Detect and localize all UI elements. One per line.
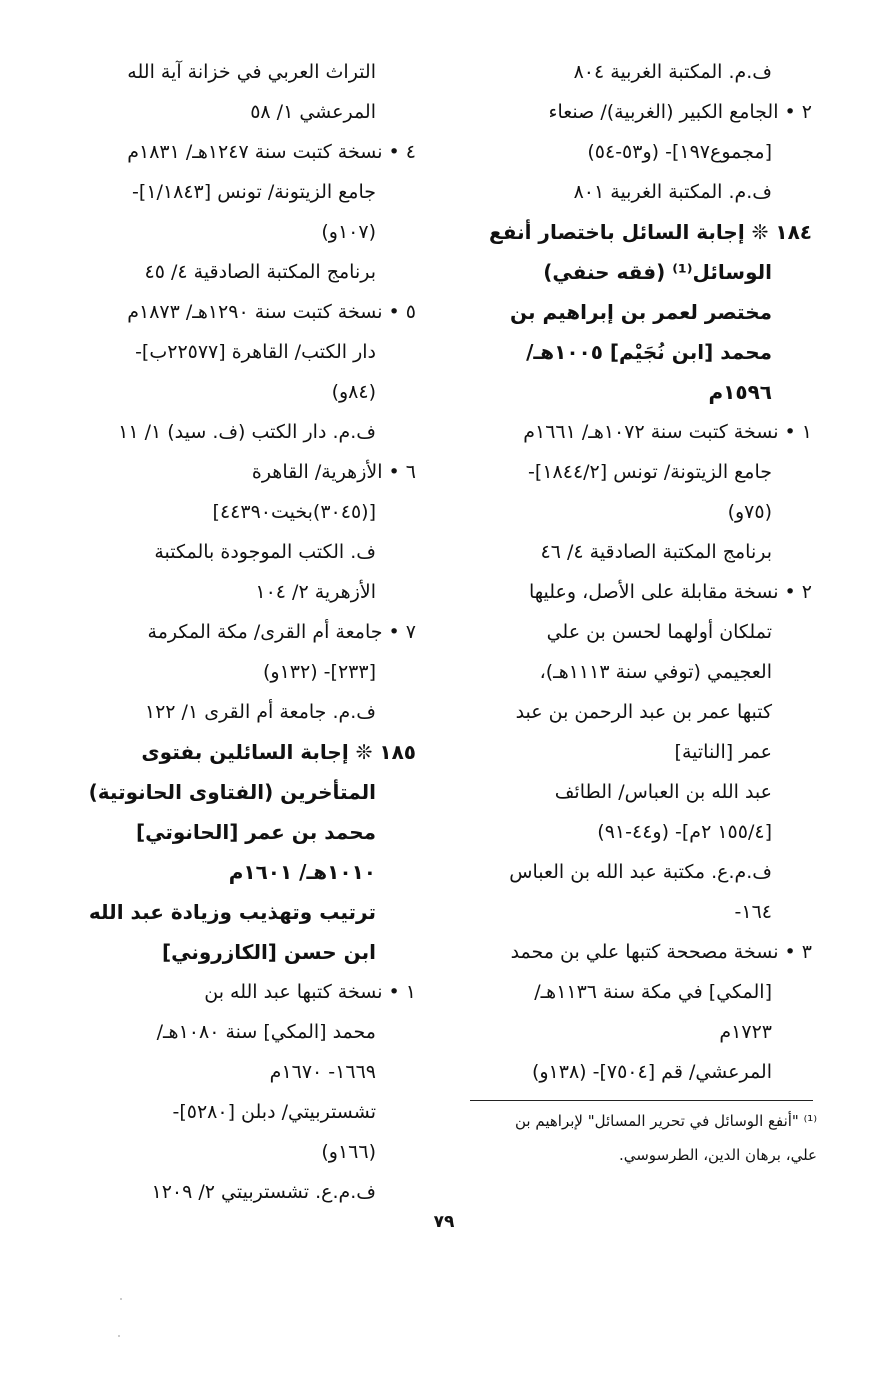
text-line: ٦ • الأزهرية/ القاهرة (251, 461, 416, 483)
entry-heading-line: المتأخرين (الفتاوى الحانوتية) (88, 780, 376, 804)
text-line: المرعشي/ قم [٧٥٠٤]- (١٣٨و) (531, 1061, 772, 1083)
text-line: المرعشي ١/ ٥٨ (250, 101, 376, 123)
text-line: [١٥٥/٤ ٢م]- (و٤٤-٩١) (597, 821, 772, 843)
text-line: ف.م. المكتبة الغربية ٨٠٤ (573, 61, 772, 83)
text-line: (٨٤و) (331, 381, 376, 403)
footnote-line-1: ⁽¹⁾ "أنفع الوسائل في تحرير المسائل" لإبراهيم بن (515, 1112, 817, 1130)
text-line: (١٠٧و) (321, 221, 376, 243)
text-line: برنامج المكتبة الصادقية ٤/ ٤٦ (540, 541, 772, 563)
text-line: ١٦٤- (734, 901, 772, 923)
text-line: ٣ • نسخة مصححة كتبها علي بن محمد (510, 941, 812, 963)
text-line: تملكان أولهما لحسن بن علي (546, 621, 772, 643)
text-line: ف.م. دار الكتب (ف. سيد) ١/ ١١ (118, 421, 376, 443)
text-line: التراث العربي في خزانة آية الله (127, 61, 376, 83)
text-line: عبد الله بن العباس/ الطائف (554, 781, 772, 803)
text-line: ف.م. المكتبة الغربية ٨٠١ (573, 181, 772, 203)
entry-heading-line: ١٨٥ ❊ إجابة السائلين بفتوى (141, 740, 416, 764)
text-line: ف.م.ع. تشستربيتي ٢/ ١٢٠٩ (151, 1181, 376, 1203)
entry-heading-line: ١٥٩٦م (708, 380, 772, 404)
text-line: ٤ • نسخة كتبت سنة ١٢٤٧هـ/ ١٨٣١م (127, 141, 416, 163)
entry-heading-line: ترتيب وتهذيب وزيادة عبد الله (88, 900, 376, 924)
entry-heading-line: محمد بن عمر [الحانوتي] (135, 820, 376, 844)
text-line: عمر [الناتية] (674, 741, 772, 763)
text-line: ف.م. جامعة أم القرى ١/ ١٢٢ (144, 701, 376, 723)
text-line: جامع الزيتونة/ تونس [١/١٨٤٣]- (132, 181, 376, 203)
text-line: جامع الزيتونة/ تونس [١٨٤٤/٢]- (528, 461, 772, 483)
text-line: ١ • نسخة كتبها عبد الله بن (204, 981, 416, 1003)
footnote-divider (470, 1100, 813, 1101)
text-line: تشستربيتي/ دبلن [٥٢٨٠]- (172, 1101, 376, 1123)
page-number: ٧٩ (433, 1212, 455, 1232)
entry-heading-line: ١٨٤ ❊ إجابة السائل باختصار أنفع (489, 220, 812, 244)
text-line: [(٣٠٤٥)بخيت٤٤٣٩٠] (212, 501, 376, 523)
text-line: العجيمي (توفي سنة ١١١٣هـ)، (539, 661, 772, 683)
footnote-line-2: علي، برهان الدين، الطرسوسي. (618, 1146, 817, 1164)
left-column (66, 52, 416, 1212)
scan-speck (120, 1298, 122, 1300)
text-line: ف.م.ع. مكتبة عبد الله بن العباس (509, 861, 772, 883)
text-line: دار الكتب/ القاهرة [٢٢٥٧٧ب]- (135, 341, 376, 363)
text-line: ١ • نسخة كتبت سنة ١٠٧٢هـ/ ١٦٦١م (523, 421, 812, 443)
entry-heading-line: محمد [ابن نُجَيْم] ١٠٠٥هـ/ (526, 340, 772, 364)
text-line: كتبها عمر بن عبد الرحمن بن عبد (515, 701, 772, 723)
text-line: برنامج المكتبة الصادقية ٤/ ٤٥ (144, 261, 376, 283)
text-line: ١٧٢٣م (719, 1021, 772, 1043)
scan-speck (118, 1335, 120, 1337)
text-line: ٢ • نسخة مقابلة على الأصل، وعليها (528, 581, 812, 603)
text-line: [٢٣٣]- (١٣٢و) (263, 661, 376, 683)
right-column (462, 52, 812, 1092)
text-line: ف. الكتب الموجودة بالمكتبة (154, 541, 376, 563)
text-line: ٥ • نسخة كتبت سنة ١٢٩٠هـ/ ١٨٧٣م (127, 301, 416, 323)
text-line: (٧٥و) (727, 501, 772, 523)
text-line: ٧ • جامعة أم القرى/ مكة المكرمة (147, 621, 416, 643)
footnotes (455, 1104, 817, 1172)
entry-heading-line: مختصر لعمر بن إبراهيم بن (509, 300, 772, 324)
text-line: (١٦٦و) (321, 1141, 376, 1163)
text-line: [مجموع١٩٧]- (و٥٣-٥٤) (587, 141, 772, 163)
entry-heading-line: الوسائل⁽¹⁾ (فقه حنفي) (543, 260, 772, 284)
entry-heading-line: ١٠١٠هـ/ ١٦٠١م (228, 860, 376, 884)
text-line: محمد [المكي] سنة ١٠٨٠هـ/ (156, 1021, 376, 1043)
text-line: الأزهرية ٢/ ١٠٤ (255, 581, 376, 603)
entry-heading-line: ابن حسن [الكازروني] (161, 940, 376, 964)
text-line: ٢ • الجامع الكبير (الغربية)/ صنعاء (548, 101, 812, 123)
text-line: ١٦٦٩- ١٦٧٠م (269, 1061, 376, 1083)
text-line: [المكي] في مكة سنة ١١٣٦هـ/ (534, 981, 772, 1003)
